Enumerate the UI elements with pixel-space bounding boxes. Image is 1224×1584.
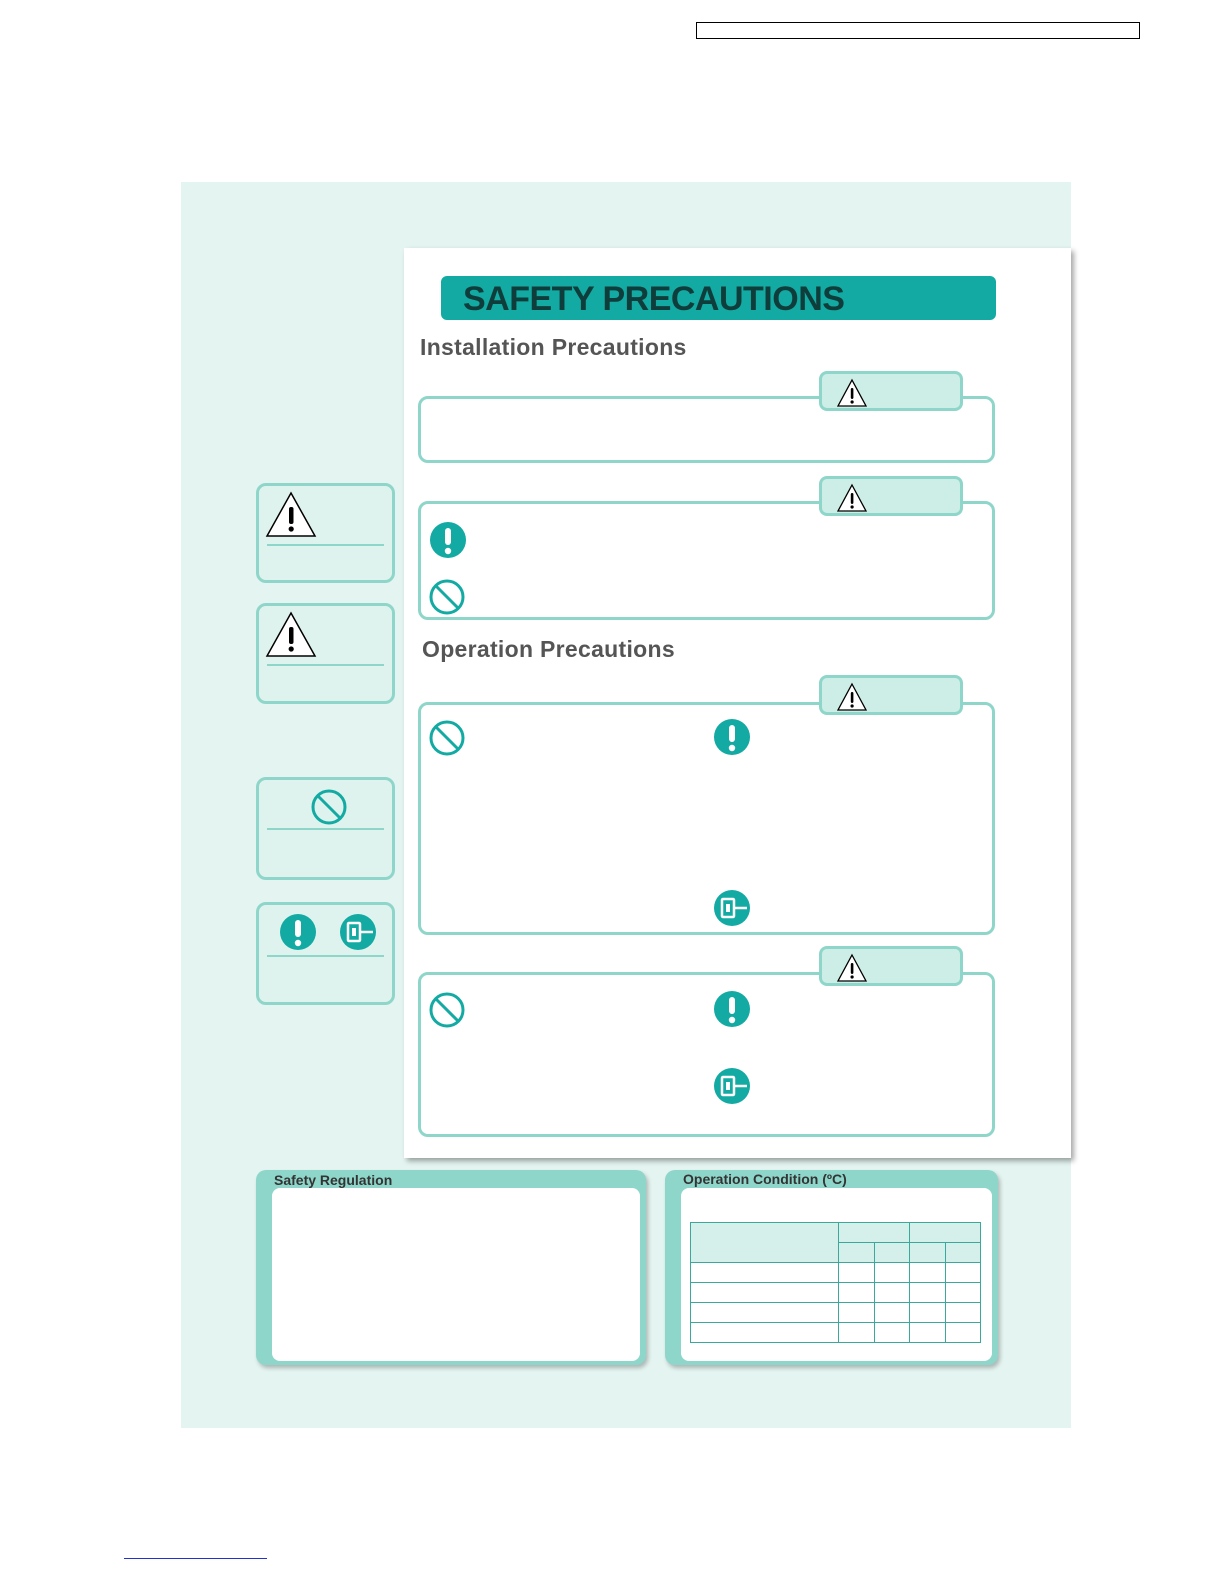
- prohibited-icon: [428, 719, 466, 757]
- table-header-cell: [874, 1243, 910, 1263]
- prohibited-icon: [310, 788, 348, 826]
- operation-warning-box: [418, 702, 995, 935]
- legend-warning-box: [256, 483, 395, 583]
- unplug-icon: [713, 889, 751, 927]
- mandatory-exclamation-icon: [429, 521, 467, 559]
- table-header-cell: [910, 1223, 981, 1243]
- legend-mandatory-box: [256, 902, 395, 1005]
- table-row: [691, 1323, 981, 1343]
- table-row: [691, 1283, 981, 1303]
- warning-triangle-icon: [836, 682, 868, 712]
- table-row: [691, 1303, 981, 1323]
- page-title: SAFETY PRECAUTIONS: [441, 276, 996, 320]
- safety-regulation-content: [272, 1188, 640, 1361]
- mandatory-exclamation-icon: [713, 718, 751, 756]
- installation-heading: Installation Precautions: [420, 334, 687, 360]
- unplug-icon: [339, 913, 377, 951]
- warning-triangle-icon: [836, 483, 868, 513]
- safety-regulation-title: Safety Regulation: [274, 1172, 393, 1188]
- table-header-cell: [691, 1223, 839, 1263]
- table-header-cell: [945, 1243, 981, 1263]
- installation-caution-box: [418, 501, 995, 620]
- header-box: [696, 22, 1140, 39]
- warning-triangle-icon: [836, 378, 868, 408]
- operation-condition-table: [690, 1222, 981, 1343]
- warning-triangle-icon: [836, 953, 868, 983]
- unplug-icon: [713, 1067, 751, 1105]
- mandatory-exclamation-icon: [713, 990, 751, 1028]
- legend-prohibited-box: [256, 777, 395, 880]
- prohibited-icon: [428, 578, 466, 616]
- warning-triangle-icon: [265, 610, 317, 658]
- mandatory-exclamation-icon: [279, 913, 317, 951]
- table-header-cell: [910, 1243, 946, 1263]
- operation-heading: Operation Precautions: [422, 636, 675, 662]
- caution-tab: [819, 476, 963, 516]
- warning-tab: [819, 371, 963, 411]
- table-header-cell: [839, 1223, 910, 1243]
- table-row: [691, 1263, 981, 1283]
- prohibited-icon: [428, 991, 466, 1029]
- operation-condition-title: Operation Condition (ºC): [683, 1171, 847, 1187]
- legend-caution-box: [256, 603, 395, 704]
- bottom-link-underline[interactable]: [124, 1558, 267, 1559]
- warning-triangle-icon: [265, 490, 317, 538]
- operation-caution-box: [418, 972, 995, 1137]
- warning-tab: [819, 675, 963, 715]
- table-header-cell: [839, 1243, 875, 1263]
- safety-regulation-panel: [256, 1170, 646, 1365]
- caution-tab: [819, 946, 963, 986]
